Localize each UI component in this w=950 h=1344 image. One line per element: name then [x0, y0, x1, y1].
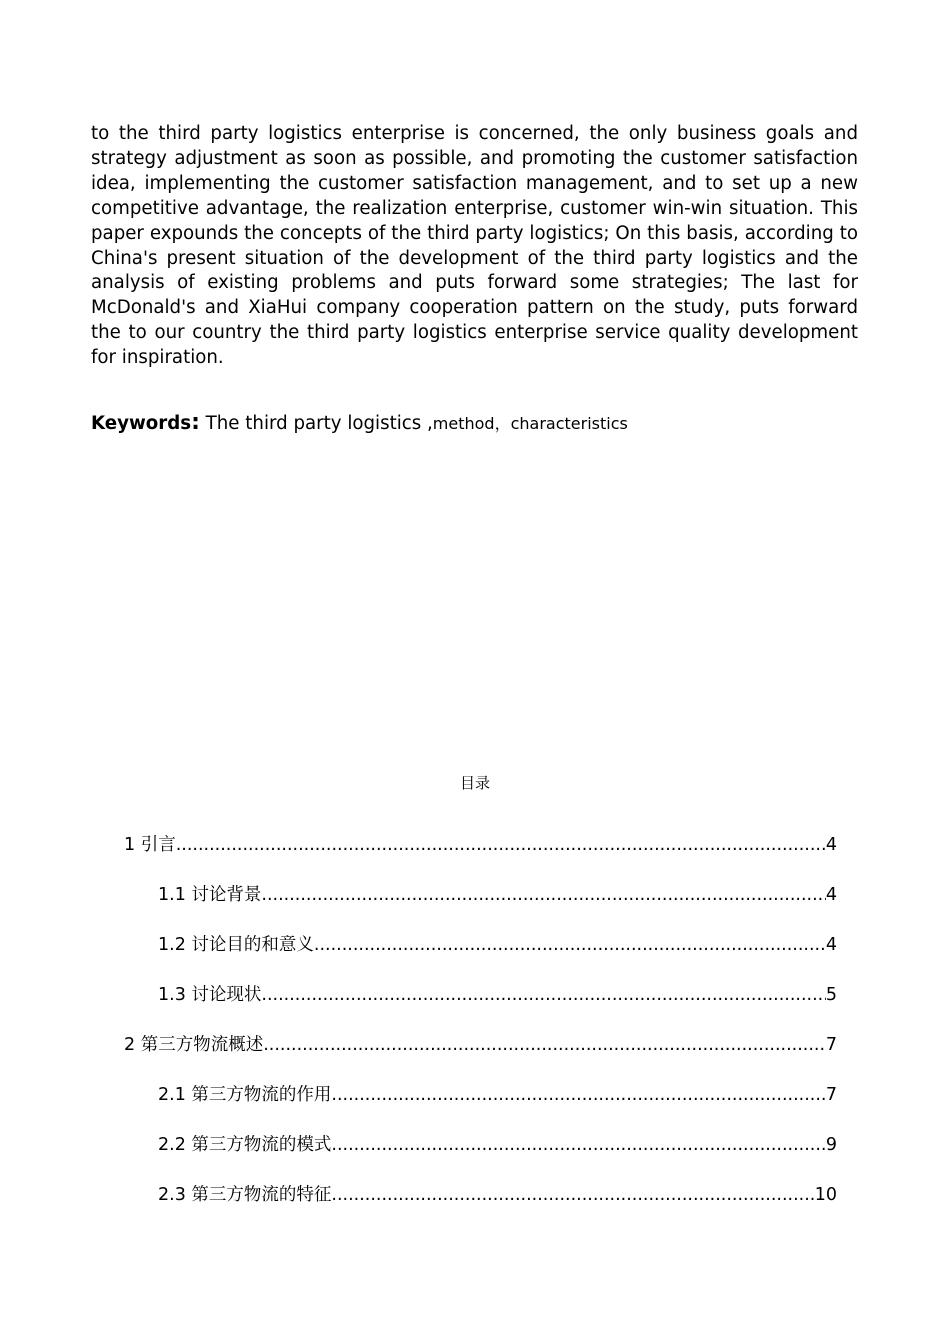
toc-entry-page: 10 [814, 1185, 837, 1205]
toc-leader-dots [331, 1130, 825, 1160]
keywords-line [91, 409, 858, 438]
toc-entry-1-1[interactable] [158, 880, 837, 910]
abstract-paragraph: to the third party logistics enterprise is concerned, the only business goals and strategy adjustment as soon as possible, and promoting the customer satisfaction idea, implementing the customer satisfaction management, and to set up a new competitive advantage, the realization enterprise, customer win-win situation. This paper expounds the concepts of the third party logistics; On this basis, according to China's present situation of the development of the third party logistics and the analysis of existing problems and puts forward some strategies; The last for McDonald's and XiaHui company cooperation pattern on the study, puts forward the to our country the third party logistics enterprise service quality development for inspiration. [91, 123, 858, 369]
toc-entry-2-2[interactable] [158, 1130, 837, 1160]
toc-entry-label: 2.3 第三方物流的特征 [158, 1185, 332, 1205]
toc-entry-label: 1.1 讨论背景 [158, 885, 262, 905]
toc-entry-page: 7 [825, 1035, 837, 1055]
toc-entry-1[interactable] [124, 830, 837, 860]
toc-entry-1-2[interactable] [158, 930, 837, 960]
toc-leader-dots [261, 980, 825, 1010]
toc-entry-2[interactable] [124, 1030, 837, 1060]
toc-leader-dots [263, 1030, 826, 1060]
toc-leader-dots [331, 1180, 814, 1210]
toc-entry-label: 2.2 第三方物流的模式 [158, 1135, 332, 1155]
toc-entry-page: 4 [825, 885, 837, 905]
keywords-label: Keywords [91, 413, 192, 434]
toc-leader-dots [331, 1080, 825, 1110]
toc-entry-label: 1.3 讨论现状 [158, 985, 262, 1005]
toc-entry-label: 1.2 讨论目的和意义 [158, 935, 314, 955]
toc-entry-page: 7 [825, 1085, 837, 1105]
toc-entry-page: 5 [825, 985, 837, 1005]
toc-leader-dots [261, 880, 825, 910]
toc-leader-dots [314, 930, 826, 960]
toc-entry-page: 4 [825, 935, 837, 955]
keywords-main: The third party logistics , [199, 413, 433, 434]
toc-title: 目录 [459, 774, 490, 792]
toc-entry-2-3[interactable] [158, 1180, 837, 1210]
toc-entry-page: 4 [825, 835, 837, 855]
toc-entry-page: 9 [825, 1135, 837, 1155]
toc-entry-label: 1 引言 [124, 835, 176, 855]
toc-entry-label: 2.1 第三方物流的作用 [158, 1085, 332, 1105]
toc-entry-label: 2 第三方物流概述 [124, 1035, 264, 1055]
keywords-colon: : [191, 410, 200, 435]
toc-leader-dots [176, 830, 826, 860]
toc-entry-1-3[interactable] [158, 980, 837, 1010]
keywords-rest: method，characteristics [432, 414, 628, 433]
toc-entry-2-1[interactable] [158, 1080, 837, 1110]
